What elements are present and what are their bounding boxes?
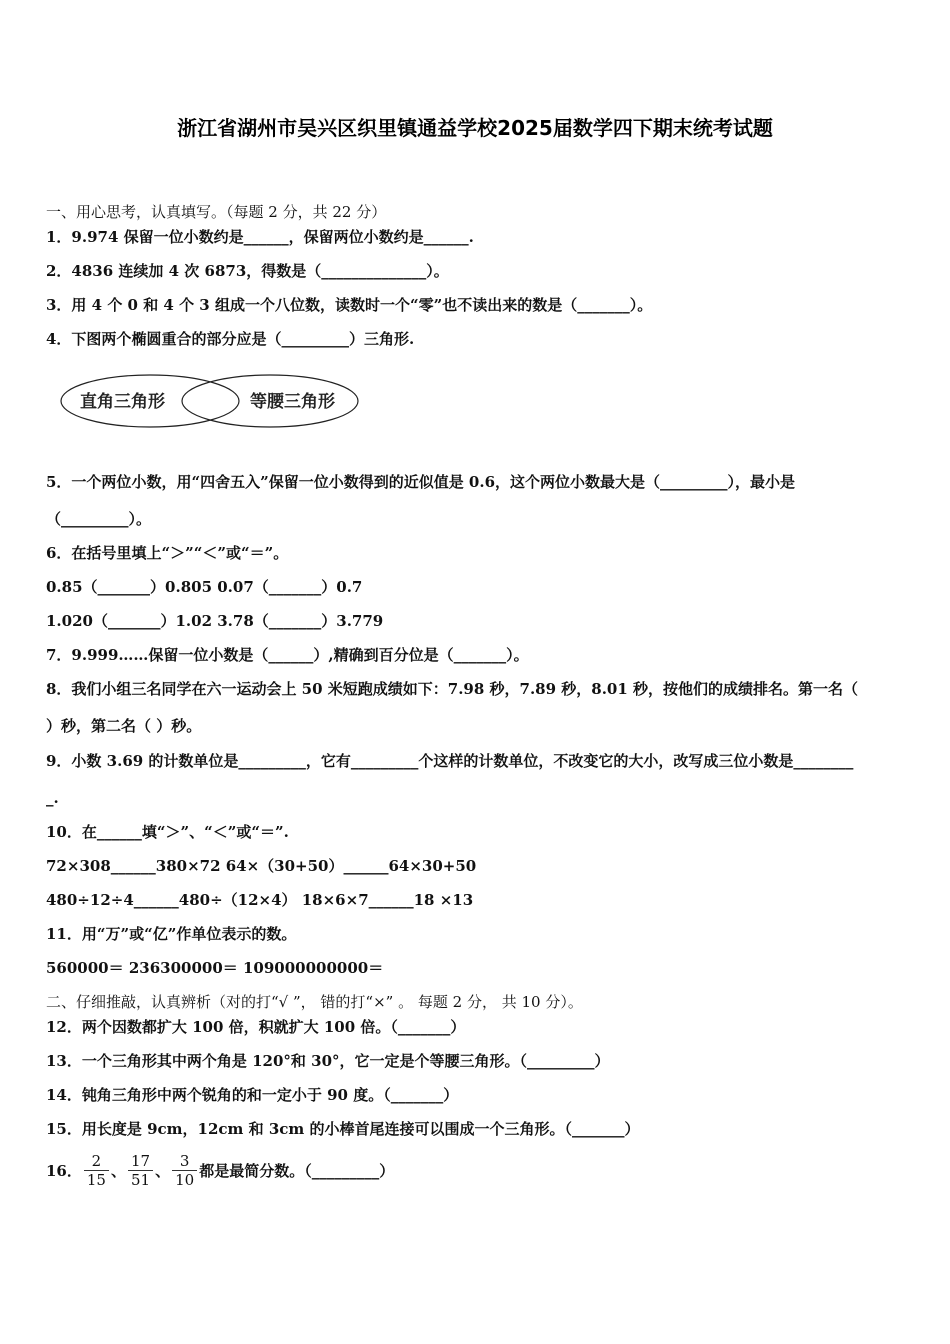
question-9: 9．小数 3.69 的计数单位是_________，它有_________个这样的计数单位，不改变它的大小，改写成三位小数是________ [46,752,854,770]
question-10-row-1: 72×308______380×72 64×（30+50）______64×30+50 [46,857,477,875]
page-title: 浙江省湖州市吴兴区织里镇通益学校2025届数学四下期末统考试题 [177,116,773,140]
fraction: $\frac{2}{15}$ [84,1152,109,1189]
section-heading-1: 一、用心思考，认真填写。（每题 2 分，共 22 分） [46,203,387,221]
fraction: $\frac{17}{51}$ [128,1152,153,1189]
question-14: 14．钝角三角形中两个锐角的和一定小于 90 度。（_______） [46,1086,459,1104]
question-13: 13．一个三角形其中两个角是 120°和 30°，它一定是个等腰三角形。（_________） [46,1052,610,1070]
question-10-row-2: 480÷12÷4______480÷（12×4） 18×6×7______18 ×13 [46,891,474,909]
ellipse-left-label: 直角三角形 [80,392,165,412]
question-16-text: 都是最简分数。（_________） [199,1162,395,1180]
fraction: $\frac{3}{10}$ [172,1152,197,1189]
question-16-number: 16． [46,1162,82,1180]
question-6-row-1: 0.85（_______）0.805 0.07（_______）0.7 [46,578,363,596]
question-9-cont: _. [46,789,59,807]
ellipse-right-label: 等腰三角形 [250,392,335,412]
question-8: 8．我们小组三名同学在六一运动会上 50 米短跑成绩如下：7.98 秒，7.89 秒，8.01 秒，按他们的成绩排名。第一名（ [46,680,859,698]
question-4: 4．下图两个椭圆重合的部分应是（_________）三角形. [46,330,415,348]
question-12: 12．两个因数都扩大 100 倍，积就扩大 100 倍。（_______） [46,1018,466,1036]
question-15: 15．用长度是 9cm，12cm 和 3cm 的小棒首尾连接可以围成一个三角形。（_______） [46,1120,640,1138]
question-3: 3．用 4 个 0 和 4 个 3 组成一个八位数，读数时一个“零”也不读出来的数是（_______）。 [46,296,653,314]
question-7: 7．9.999……保留一位小数是（______）,精确到百分位是（_______）。 [46,646,529,664]
question-11: 11．用“万”或“亿”作单位表示的数。 [46,925,297,943]
question-2: 2．4836 连续加 4 次 6873，得数是（______________）。 [46,262,449,280]
venn-ellipses-figure [58,373,360,433]
question-8-cont: ）秒，第二名（ ）秒。 [46,717,202,735]
question-11-row: 560000＝ 236300000＝ 109000000000＝ [46,959,384,977]
section-heading-2: 二、仔细推敲，认真辨析（对的打“√ ”， 错的打“×” 。 每题 2 分， 共 10 分）。 [46,993,583,1011]
question-5-cont: （_________）。 [46,510,152,528]
question-1: 1．9.974 保留一位小数约是______，保留两位小数约是______. [46,228,474,246]
separator: 、 [155,1162,171,1180]
question-6-row-2: 1.020（_______）1.02 3.78（_______）3.779 [46,612,384,630]
separator: 、 [110,1162,126,1180]
question-16 [46,1152,394,1189]
question-10: 10．在______填“＞”、“＜”或“＝”. [46,823,289,841]
question-5: 5．一个两位小数，用“四舍五入”保留一位小数得到的近似值是 0.6，这个两位小数最大是（_________），最小是 [46,473,796,491]
question-6: 6．在括号里填上“＞”“＜”或“＝”。 [46,544,289,562]
